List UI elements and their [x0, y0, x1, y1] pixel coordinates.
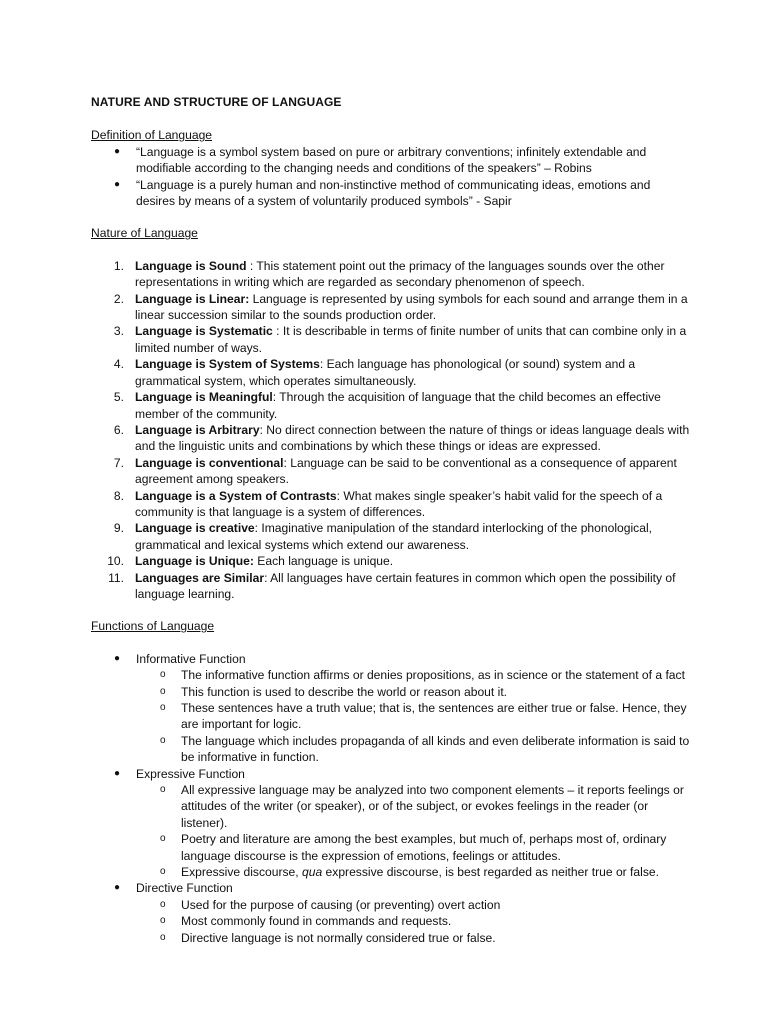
function-item-expressive: ● Expressive Function o All expressive language may be analyzed into two component elements – it reports feelings or attitudes of the writer (or speaker), or of the subject, or evokes feelings in the reader (or listener). o Poetry and literature are among the best examples, but much of, perhaps most of, ordinary language discourse is the expression of emotions, feelings or attitudes. o Expressive discourse, qua expressive discourse, is best regarded as neither true or false.	[91, 766, 691, 881]
functions-heading: Functions of Language	[91, 619, 215, 634]
nature-item: 9. Language is creative: Imaginative manipulation of the standard interlocking of the phonological, grammatical and lexical systems which extend our awareness.	[113, 521, 652, 552]
sub-item: o Expressive discourse, qua expressive discourse, is best regarded as neither true or false.	[160, 865, 659, 880]
nature-item: 11. Languages are Similar: All languages have certain features in common which open the possibility of language learning.	[108, 570, 676, 601]
sub-item: o All expressive language may be analyzed into two component elements – it reports feelings or attitudes of the writer (or speaker), or of the subject, or evokes feelings in the reader (or listener).	[160, 783, 684, 830]
sub-item: o Most commonly found in commands and requests.	[160, 914, 452, 929]
bullet-icon: ●	[114, 145, 121, 157]
nature-item: 2. Language is Linear: Language is represented by using symbols for each sound and arrange them in a linear succession similar to the sounds production order.	[113, 291, 688, 323]
bullet-icon: ●	[114, 178, 121, 190]
sub-item: o Used for the purpose of causing (or preventing) overt action	[160, 897, 501, 912]
definition-heading: Definition of Language	[91, 128, 213, 143]
definition-list	[91, 144, 691, 210]
document-title: NATURE AND STRUCTURE OF LANGUAGE	[91, 95, 342, 109]
nature-item: 7. Language is conventional: Language can be said to be conventional as a consequence of apparent agreement among speakers.	[113, 455, 677, 487]
nature-item: 1. Language is Sound : This statement point out the primacy of the languages sounds over the other representations in writing which are regarded as secondary phenomenon of speech.	[113, 258, 665, 290]
definition-item: ● “Language is a symbol system based on pure or arbitrary conventions; infinitely extendable and modifiable according to the changing needs and conditions of the speakers” – Robins	[114, 144, 647, 176]
informative-sublist	[136, 667, 691, 765]
nature-heading: Nature of Language	[91, 226, 198, 241]
definition-item: ● “Language is a purely human and non-instinctive method of communicating ideas, emotions and desires by means of a system of voluntarily produced symbols” - Sapir	[114, 177, 651, 209]
functions-list	[91, 651, 691, 946]
circle-bullet-icon: o	[160, 866, 166, 878]
nature-item: 4. Language is System of Systems: Each language has phonological (or sound) system and a grammatical system, which operates simultaneously.	[113, 357, 636, 388]
circle-bullet-icon: o	[160, 898, 166, 910]
nature-item: 5. Language is Meaningful: Through the acquisition of language that the child becomes an effective member of the community.	[113, 390, 661, 421]
nature-item: 10. Language is Unique: Each language is unique.	[107, 554, 394, 569]
function-item-informative: ● Informative Function o The informative function affirms or denies propositions, as in science or the statement of a fact o This function is used to describe the world or reason about it. o These sentences have a truth value; that is, the sentences are either true or false. Hence, they are important for logic. o The language which includes propaganda of all kinds and even deliberate information is said to be informative in function.	[91, 651, 691, 766]
directive-sublist	[136, 897, 691, 946]
sub-item: o This function is used to describe the world or reason about it.	[160, 684, 508, 699]
circle-bullet-icon: o	[160, 685, 166, 697]
nature-item: 8. Language is a System of Contrasts: What makes single speaker’s habit valid for the speech of a community is that language is a system of differences.	[113, 488, 663, 519]
nature-list	[91, 258, 691, 603]
circle-bullet-icon: o	[160, 833, 166, 845]
bullet-icon: ●	[114, 882, 121, 894]
expressive-sublist	[136, 782, 691, 880]
sub-item: o These sentences have a truth value; that is, the sentences are either true or false. Hence, they are important for logic.	[160, 701, 687, 732]
bullet-icon: ●	[114, 652, 121, 664]
nature-item: 3. Language is Systematic : It is describable in terms of finite number of units that can combine only in a limited number of ways.	[113, 324, 687, 355]
sub-item: o The language which includes propaganda of all kinds and even deliberate information is said to be informative in function.	[160, 733, 690, 765]
circle-bullet-icon: o	[160, 915, 166, 927]
circle-bullet-icon: o	[160, 734, 166, 746]
circle-bullet-icon: o	[160, 669, 166, 681]
nature-item: 6. Language is Arbitrary: No direct connection between the nature of things or ideas language deals with and the linguistic units and combinations by which these things or ideas are expressed.	[113, 422, 690, 454]
sub-item: o Directive language is not normally considered true or false.	[160, 930, 496, 945]
bullet-icon: ●	[114, 767, 121, 779]
circle-bullet-icon: o	[160, 784, 166, 796]
document-page	[91, 94, 691, 946]
function-item-directive: ● Directive Function o Used for the purpose of causing (or preventing) overt action o Most commonly found in commands and requests. o Directive language is not normally considered true or false.	[91, 880, 691, 946]
circle-bullet-icon: o	[160, 931, 166, 943]
sub-item: o The informative function affirms or denies propositions, as in science or the statement of a fact	[160, 668, 685, 683]
sub-item: o Poetry and literature are among the best examples, but much of, perhaps most of, ordinary language discourse is the expression of emotions, feelings or attitudes.	[160, 832, 667, 863]
circle-bullet-icon: o	[160, 702, 166, 713]
